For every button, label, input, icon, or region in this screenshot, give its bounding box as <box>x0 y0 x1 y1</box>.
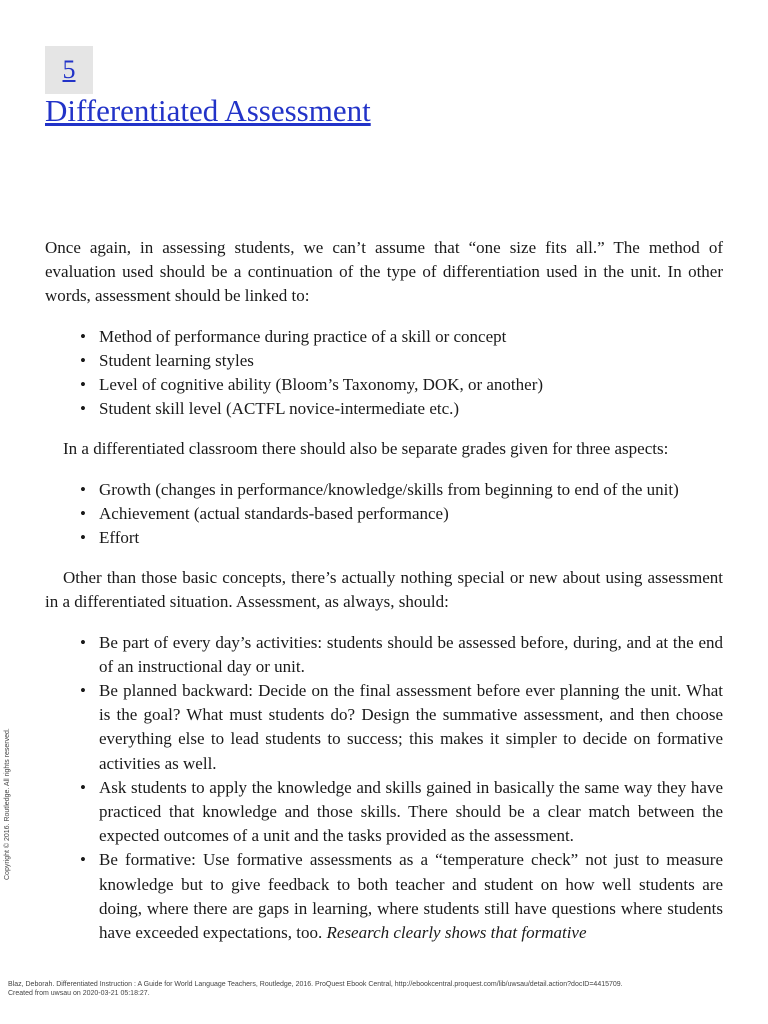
linked-to-list <box>45 325 723 422</box>
list-item: • Be planned backward: Decide on the final assessment before ever planning the unit. What is the goal? What must students do? Design the summative assessment, and then choose everything else to lead students to success; this makes it simpler to decide on formative activities as well. <box>99 679 723 776</box>
aspects-list <box>45 478 723 551</box>
intro-paragraph: Once again, in assessing students, we can’t assume that “one size fits all.” The method of evaluation used should be a continuation of the type of differentiation used in the unit. In other words, assessment should be linked to: <box>45 238 723 306</box>
formative-text: Be formative: Use formative assessments as a “temperature check” not just to measure knowledge but to give feedback to both teacher and student on how well students are doing, where there are gaps in learning, where students still have questions where students have exceeded expectations, too. <box>99 850 723 943</box>
list-item: • Method of performance during practice of a skill or concept <box>99 325 723 349</box>
formative-emphasis: Research clearly shows that formative <box>326 923 587 943</box>
chapter-number-link[interactable]: 5 <box>62 55 76 84</box>
list-item: • Ask students to apply the knowledge and skills gained in basically the same way they have practiced that knowledge and those skills. There should be a clear match between the expected outcomes of a unit and the tasks provided as the assessment. <box>99 776 723 849</box>
list-item-formative <box>99 848 723 945</box>
list-item: • Level of cognitive ability (Bloom’s Taxonomy, DOK, or another) <box>99 373 723 397</box>
chapter-body <box>45 236 723 961</box>
chapter-number-box <box>45 46 93 94</box>
list-item: • Growth (changes in performance/knowledge/skills from beginning to end of the unit) <box>99 478 723 502</box>
assessment-should-list <box>45 631 723 946</box>
list-item: • Achievement (actual standards-based performance) <box>99 502 723 526</box>
created-line: Created from uwsau on 2020-03-21 05:18:27. <box>8 990 150 997</box>
copyright-notice: Copyright © 2016. Routledge. All rights reserved. <box>4 728 11 880</box>
list-item: • Student learning styles <box>99 349 723 373</box>
list-item: • Be part of every day’s activities: students should be assessed before, during, and at the end of an instructional day or unit. <box>99 631 723 679</box>
other-than-paragraph: Other than those basic concepts, there’s actually nothing special or new about using assessment in a differentiated situation. Assessment, as always, should: <box>45 568 723 612</box>
citation-line: Blaz, Deborah. Differentiated Instruction : A Guide for World Language Teachers, Routledge, 2016. ProQuest Ebook Central, http://ebookcentral.proquest.com/lib/uwsau/detail.action?docID=4415709. <box>8 981 623 988</box>
list-item: • Student skill level (ACTFL novice-intermediate etc.) <box>99 397 723 421</box>
list-item: • Effort <box>99 526 723 550</box>
chapter-title-link[interactable]: Differentiated Assessment <box>45 93 371 128</box>
citation-footer <box>8 980 623 998</box>
grades-paragraph: In a differentiated classroom there should also be separate grades given for three aspects: <box>63 439 669 459</box>
